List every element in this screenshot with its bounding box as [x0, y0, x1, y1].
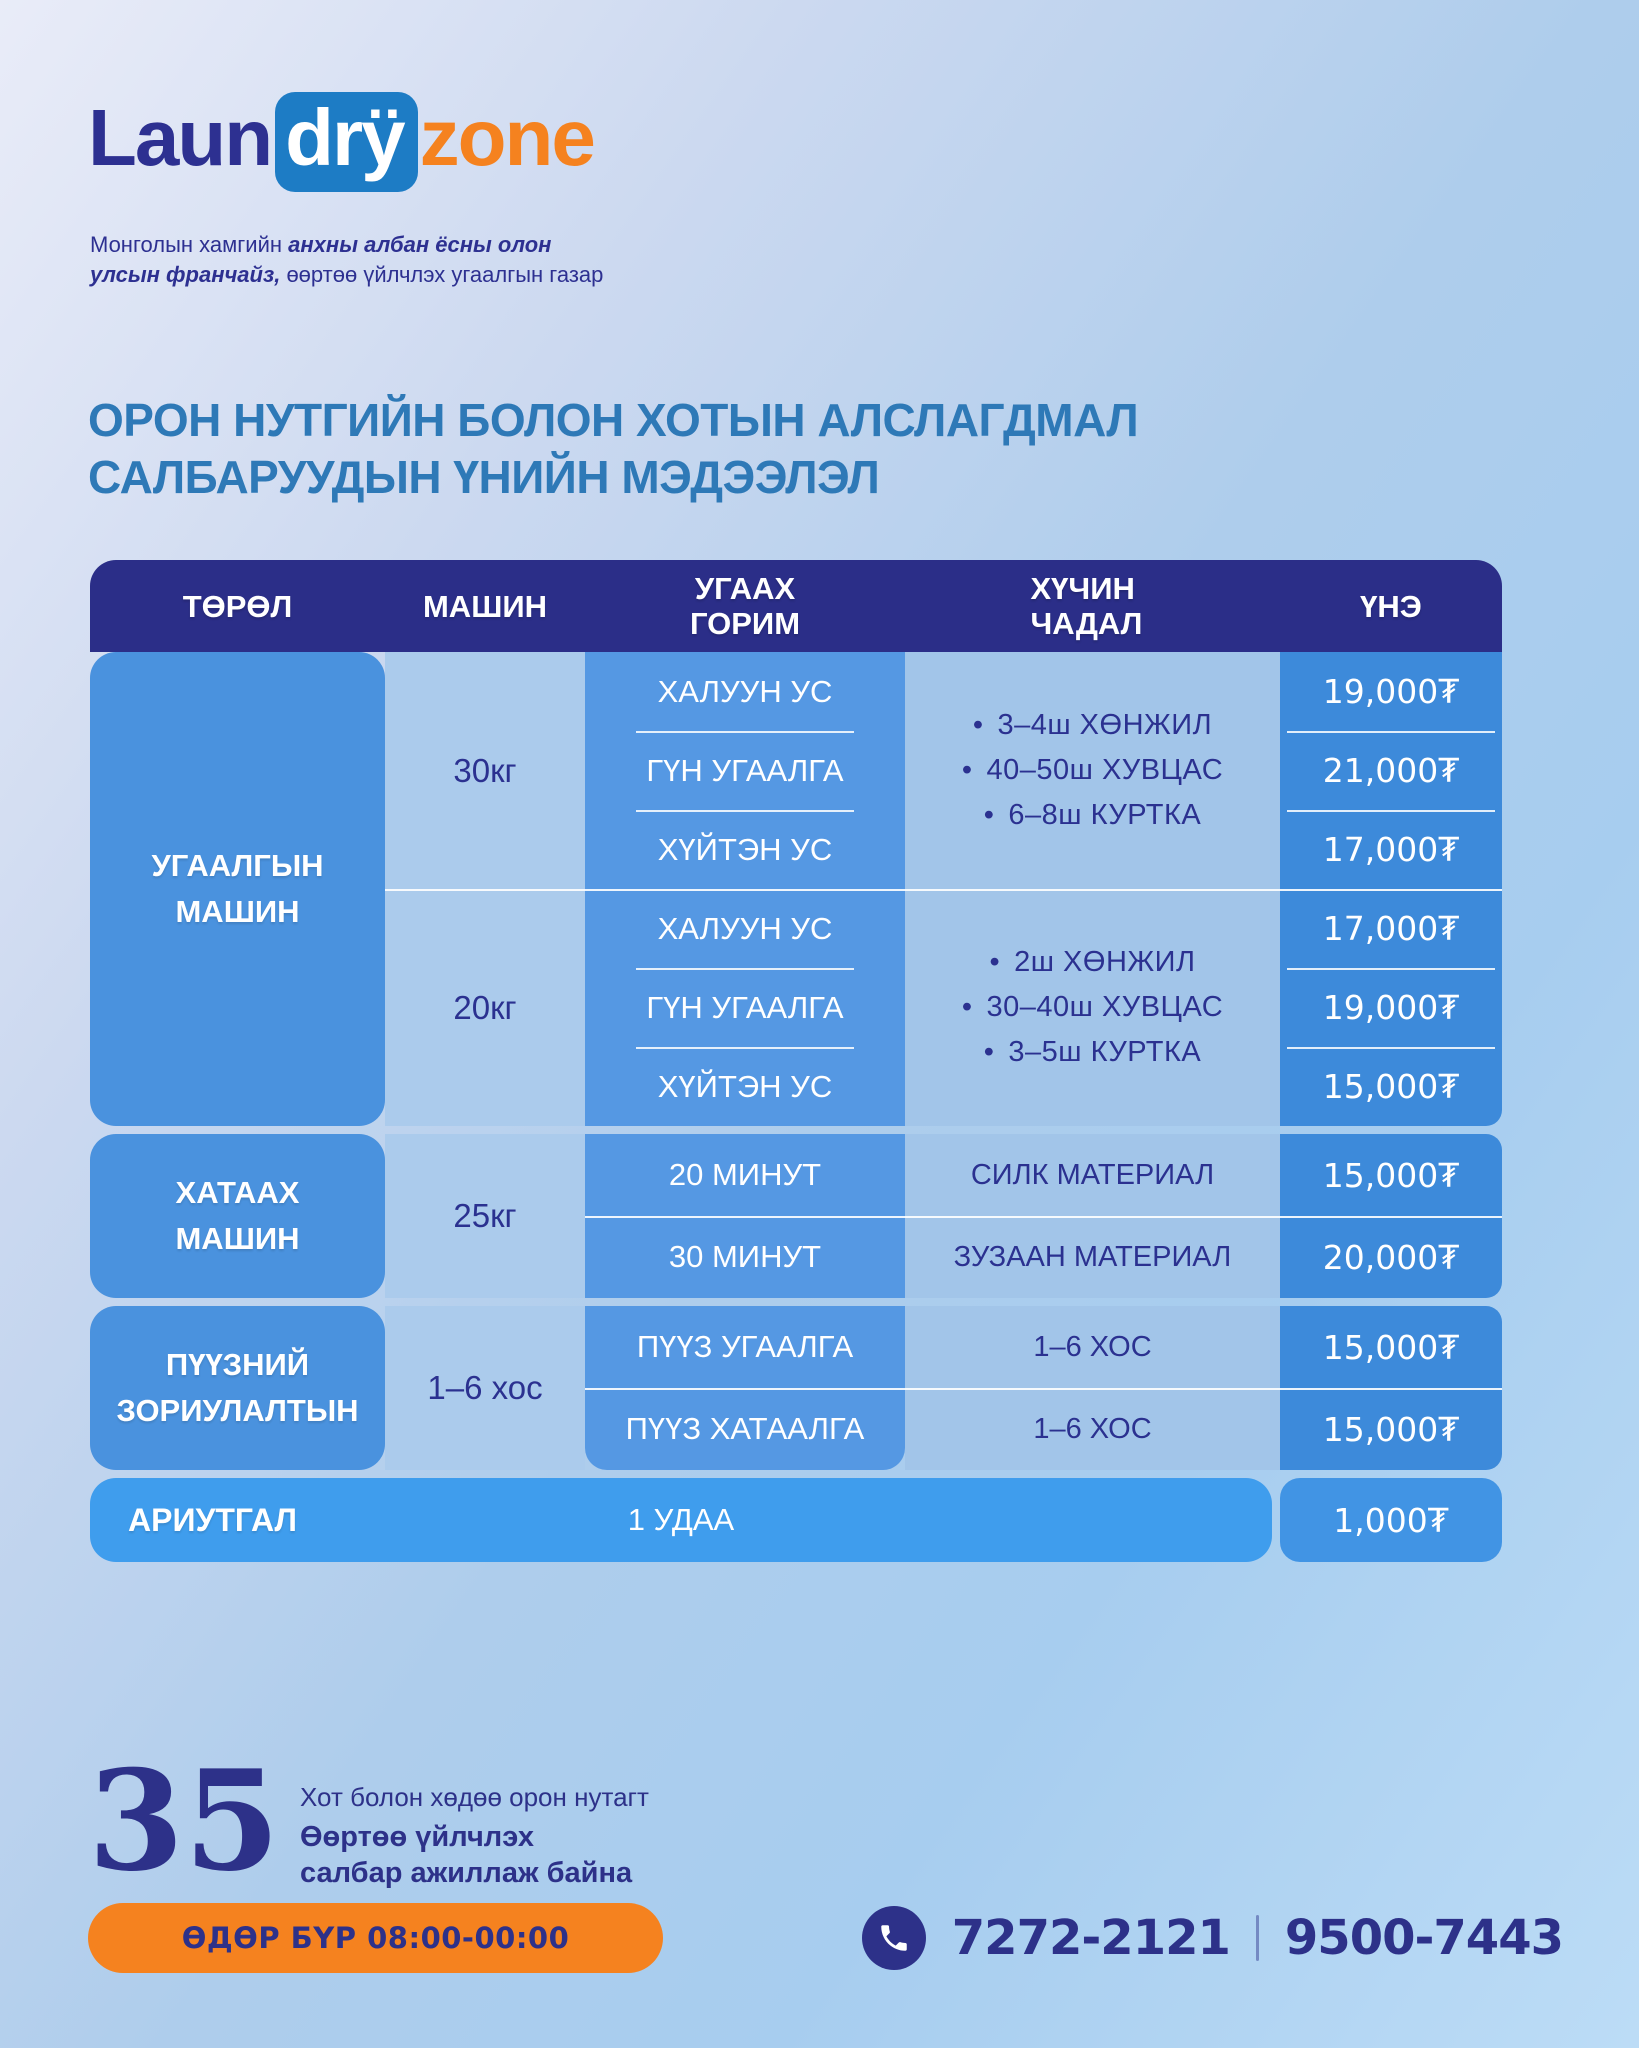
- capacity-list: [962, 709, 1223, 832]
- brand-logo: [88, 92, 594, 192]
- capacity-cell: ЗУЗААН МАТЕРИАЛ: [905, 1216, 1280, 1298]
- capacity-cell: 1–6 ХОС: [905, 1388, 1280, 1470]
- header-cell-machine: МАШИН: [422, 588, 548, 624]
- phone-number-2: 9500-7443: [1284, 1910, 1563, 1966]
- mode-cell: ХАЛУУН УС: [585, 652, 905, 731]
- header-cell-type: ТӨРӨЛ: [182, 588, 293, 624]
- page-title: [88, 392, 1138, 506]
- sanitize-bar: [90, 1478, 1272, 1562]
- page-title-line2: САЛБАРУУДЫН ҮНИЙН МЭДЭЭЛЭЛ: [88, 451, 880, 503]
- price-cell: 1,000₮: [1280, 1478, 1502, 1562]
- branch-count: 35: [88, 1739, 281, 1902]
- price-cell: 20,000₮: [1280, 1216, 1502, 1298]
- capacity-cell-20kg: [905, 889, 1280, 1126]
- price-cell: 17,000₮: [1280, 889, 1502, 968]
- capacity-item: • 40–50ш ХУВЦАС: [962, 754, 1223, 787]
- header-cell-price: ҮНЭ: [1360, 588, 1422, 624]
- price-cell: 15,000₮: [1280, 1047, 1502, 1126]
- machine-cell-pairs: 1–6 хос: [385, 1306, 585, 1470]
- capacity-item: • 2ш ХӨНЖИЛ: [962, 946, 1223, 979]
- machine-cell-20kg: 20кг: [385, 889, 585, 1126]
- price-table: [90, 560, 1502, 1562]
- sanitize-label: АРИУТГАЛ: [128, 1501, 297, 1538]
- price-cell: 21,000₮: [1280, 731, 1502, 810]
- capacity-list: [962, 946, 1223, 1069]
- type-cell-washing: УГААЛГЫН МАШИН: [90, 652, 385, 1126]
- page-title-line1: ОРОН НУТГИЙН БОЛОН ХОТЫН АЛСЛАГДМАЛ: [88, 394, 1139, 446]
- machine-cell-25kg: 25кг: [385, 1134, 585, 1298]
- phone-icon: [862, 1906, 926, 1970]
- branch-note-line2: Өөртөө үйлчлэх салбар ажиллаж байна: [300, 1821, 633, 1889]
- price-cell: 19,000₮: [1280, 652, 1502, 731]
- header-cell-mode: УГААХ ГОРИМ: [689, 571, 801, 641]
- header-cell-capacity: ХҮЧИН ЧАДАЛ: [1030, 571, 1143, 641]
- logo-part-zone: zone: [419, 93, 594, 182]
- mode-cell: ХҮЙТЭН УС: [585, 1047, 905, 1126]
- mode-cell: ГҮН УГААЛГА: [585, 731, 905, 810]
- mode-cell: ГҮН УГААЛГА: [585, 968, 905, 1047]
- machine-cell-30kg: 30кг: [385, 652, 585, 889]
- price-cell: 17,000₮: [1280, 810, 1502, 889]
- section-shoe-machine: [90, 1306, 1502, 1470]
- type-cell-shoes: ПҮҮЗНИЙ ЗОРИУЛАЛТЫН: [90, 1306, 385, 1470]
- branch-note-line1: Хот болон хөдөө орон нутагт: [300, 1782, 649, 1812]
- tagline-normal-1: Монголын хамгийн: [90, 232, 289, 257]
- price-cell: 15,000₮: [1280, 1134, 1502, 1216]
- opening-hours-badge: ӨДӨР БҮР 08:00-00:00: [88, 1903, 663, 1973]
- logo-part-dry: drÿ: [275, 92, 418, 192]
- mode-cell: 20 МИНУТ: [585, 1134, 905, 1216]
- table-header-row: [90, 560, 1502, 652]
- capacity-item: • 3–4ш ХӨНЖИЛ: [962, 709, 1223, 742]
- mode-cell: ПҮҮЗ УГААЛГА: [585, 1306, 905, 1388]
- phone-divider: [1256, 1915, 1259, 1961]
- mode-cell: ХҮЙТЭН УС: [585, 810, 905, 889]
- sanitize-value: 1 УДАА: [627, 1502, 735, 1537]
- capacity-cell: 1–6 ХОС: [905, 1306, 1280, 1388]
- type-cell-drying: ХАТААХ МАШИН: [90, 1134, 385, 1298]
- tagline-normal-2: өөртөө үйлчлэх угаалгын газар: [286, 262, 604, 287]
- capacity-item: • 30–40ш ХУВЦАС: [962, 991, 1223, 1024]
- mode-cell: ХАЛУУН УС: [585, 889, 905, 968]
- mode-cell: ПҮҮЗ ХАТААЛГА: [585, 1388, 905, 1470]
- branch-count-note: [300, 1782, 649, 1891]
- capacity-cell: СИЛК МАТЕРИАЛ: [905, 1134, 1280, 1216]
- capacity-item: • 6–8ш КУРТКА: [962, 799, 1223, 832]
- section-washing-machine: [90, 652, 1502, 1126]
- price-cell: 15,000₮: [1280, 1388, 1502, 1470]
- section-drying-machine: [90, 1134, 1502, 1298]
- price-cell: 15,000₮: [1280, 1306, 1502, 1388]
- price-cell: 19,000₮: [1280, 968, 1502, 1047]
- section-sanitize: [90, 1478, 1502, 1562]
- tagline-bold-2: улсын франчайз,: [90, 262, 287, 287]
- phone-number-1: 7272-2121: [951, 1910, 1230, 1966]
- brand-tagline: [90, 230, 690, 290]
- capacity-item: • 3–5ш КУРТКА: [962, 1036, 1223, 1069]
- phone-contact-row: [862, 1903, 1563, 1973]
- tagline-bold-1: анхны албан ёсны олон: [288, 232, 552, 257]
- mode-cell: 30 МИНУТ: [585, 1216, 905, 1298]
- capacity-cell-30kg: [905, 652, 1280, 889]
- logo-part-laun: Laun: [88, 93, 272, 182]
